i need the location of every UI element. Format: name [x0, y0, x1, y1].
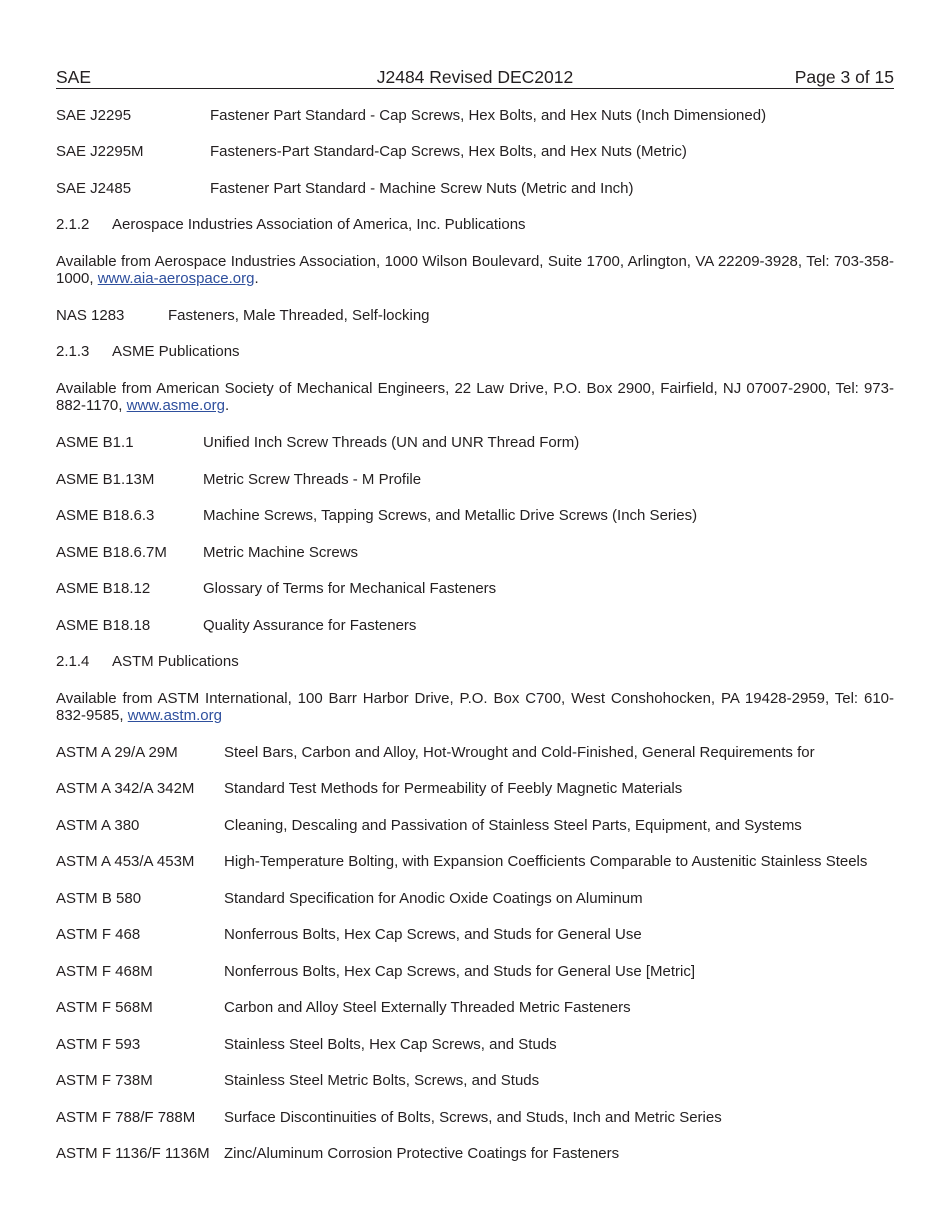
header-page-number: Page 3 of 15 [794, 67, 894, 87]
reference-title: Cleaning, Descaling and Passivation of Stainless Steel Parts, Equipment, and Systems [224, 817, 802, 834]
availability-paragraph [56, 690, 894, 724]
reference-title: Stainless Steel Metric Bolts, Screws, and Studs [224, 1072, 540, 1089]
reference-title: Stainless Steel Bolts, Hex Cap Screws, and Studs [224, 1036, 557, 1053]
reference-code: ASTM F 593 [56, 1036, 141, 1053]
section-number: 2.1.4 [56, 653, 90, 670]
reference-code: ASTM B 580 [56, 890, 142, 907]
reference-title: Zinc/Aluminum Corrosion Protective Coatings for Fasteners [224, 1145, 620, 1162]
reference-title: Nonferrous Bolts, Hex Cap Screws, and Studs for General Use [224, 926, 642, 943]
section-title: Aerospace Industries Association of America, Inc. Publications [112, 216, 526, 233]
availability-text: Available from ASTM International, 100 Barr Harbor Drive, P.O. Box C700, West Conshohocken, PA 19428-2959, Tel: 610-832-9585, [56, 690, 894, 724]
document-page [56, 66, 894, 1162]
reference-code: ASTM A 453/A 453M [56, 853, 195, 870]
reference-code: ASTM F 468M [56, 963, 153, 980]
aia-website-link[interactable]: www.aia-aerospace.org [97, 270, 255, 287]
availability-end: . [254, 270, 259, 287]
reference-title: Quality Assurance for Fasteners [203, 617, 417, 634]
reference-title: High-Temperature Bolting, with Expansion Coefficients Comparable to Austenitic Stainless Steels [224, 853, 868, 870]
reference-code: ASME B18.6.3 [56, 507, 155, 524]
section-title: ASTM Publications [112, 653, 239, 670]
reference-code: ASTM F 1136/F 1136M [56, 1145, 210, 1162]
section-number: 2.1.3 [56, 343, 90, 360]
reference-title: Steel Bars, Carbon and Alloy, Hot-Wrought and Cold-Finished, General Requirements for [224, 744, 815, 761]
reference-code: SAE J2485 [56, 180, 132, 197]
header-org: SAE [56, 67, 92, 87]
reference-title: Fastener Part Standard - Cap Screws, Hex Bolts, and Hex Nuts (Inch Dimensioned) [210, 107, 767, 124]
astm-website-link[interactable]: www.astm.org [127, 707, 222, 724]
reference-code: ASME B18.12 [56, 580, 151, 597]
reference-code: ASME B18.6.7M [56, 544, 167, 561]
reference-code: ASTM A 29/A 29M [56, 744, 178, 761]
reference-title: Standard Test Methods for Permeability of Feebly Magnetic Materials [224, 780, 683, 797]
reference-code: ASTM F 568M [56, 999, 153, 1016]
reference-code: ASME B1.13M [56, 471, 155, 488]
reference-title: Glossary of Terms for Mechanical Fasteners [203, 580, 497, 597]
reference-title: Machine Screws, Tapping Screws, and Metallic Drive Screws (Inch Series) [203, 507, 698, 524]
reference-title: Standard Specification for Anodic Oxide Coatings on Aluminum [224, 890, 643, 907]
reference-code: ASME B18.18 [56, 617, 151, 634]
reference-code: NAS 1283 [56, 307, 125, 324]
reference-title: Metric Machine Screws [203, 544, 359, 561]
reference-title: Nonferrous Bolts, Hex Cap Screws, and Studs for General Use [Metric] [224, 963, 696, 980]
reference-title: Surface Discontinuities of Bolts, Screws, and Studs, Inch and Metric Series [224, 1109, 722, 1126]
header-doc-id: J2484 Revised DEC2012 [376, 67, 574, 87]
reference-title: Fasteners-Part Standard-Cap Screws, Hex Bolts, and Hex Nuts (Metric) [210, 143, 687, 160]
availability-paragraph [56, 253, 894, 287]
reference-title: Unified Inch Screw Threads (UN and UNR Thread Form) [203, 434, 580, 451]
reference-title: Fasteners, Male Threaded, Self-locking [168, 307, 430, 324]
asme-website-link[interactable]: www.asme.org [126, 397, 225, 414]
reference-code: ASTM A 380 [56, 817, 140, 834]
section-number: 2.1.2 [56, 216, 90, 233]
reference-title: Metric Screw Threads - M Profile [203, 471, 422, 488]
section-title: ASME Publications [112, 343, 240, 360]
reference-code: SAE J2295M [56, 143, 144, 160]
reference-code: ASTM F 468 [56, 926, 141, 943]
reference-code: ASTM F 788/F 788M [56, 1109, 196, 1126]
page-header [56, 66, 894, 89]
reference-title: Carbon and Alloy Steel Externally Threaded Metric Fasteners [224, 999, 631, 1016]
reference-code: ASME B1.1 [56, 434, 134, 451]
reference-code: ASTM F 738M [56, 1072, 153, 1089]
reference-code: ASTM A 342/A 342M [56, 780, 195, 797]
availability-paragraph [56, 380, 894, 414]
availability-text: Available from Aerospace Industries Association, 1000 Wilson Boulevard, Suite 1700, Arlington, VA 22209-3928, Tel: 703-358-1000, [56, 253, 894, 287]
availability-end: . [225, 397, 230, 414]
reference-title: Fastener Part Standard - Machine Screw Nuts (Metric and Inch) [210, 180, 634, 197]
reference-code: SAE J2295 [56, 107, 132, 124]
availability-text: Available from American Society of Mechanical Engineers, 22 Law Drive, P.O. Box 2900, Fairfield, NJ 07007-2900, Tel: 973-882-1170, [56, 380, 894, 414]
